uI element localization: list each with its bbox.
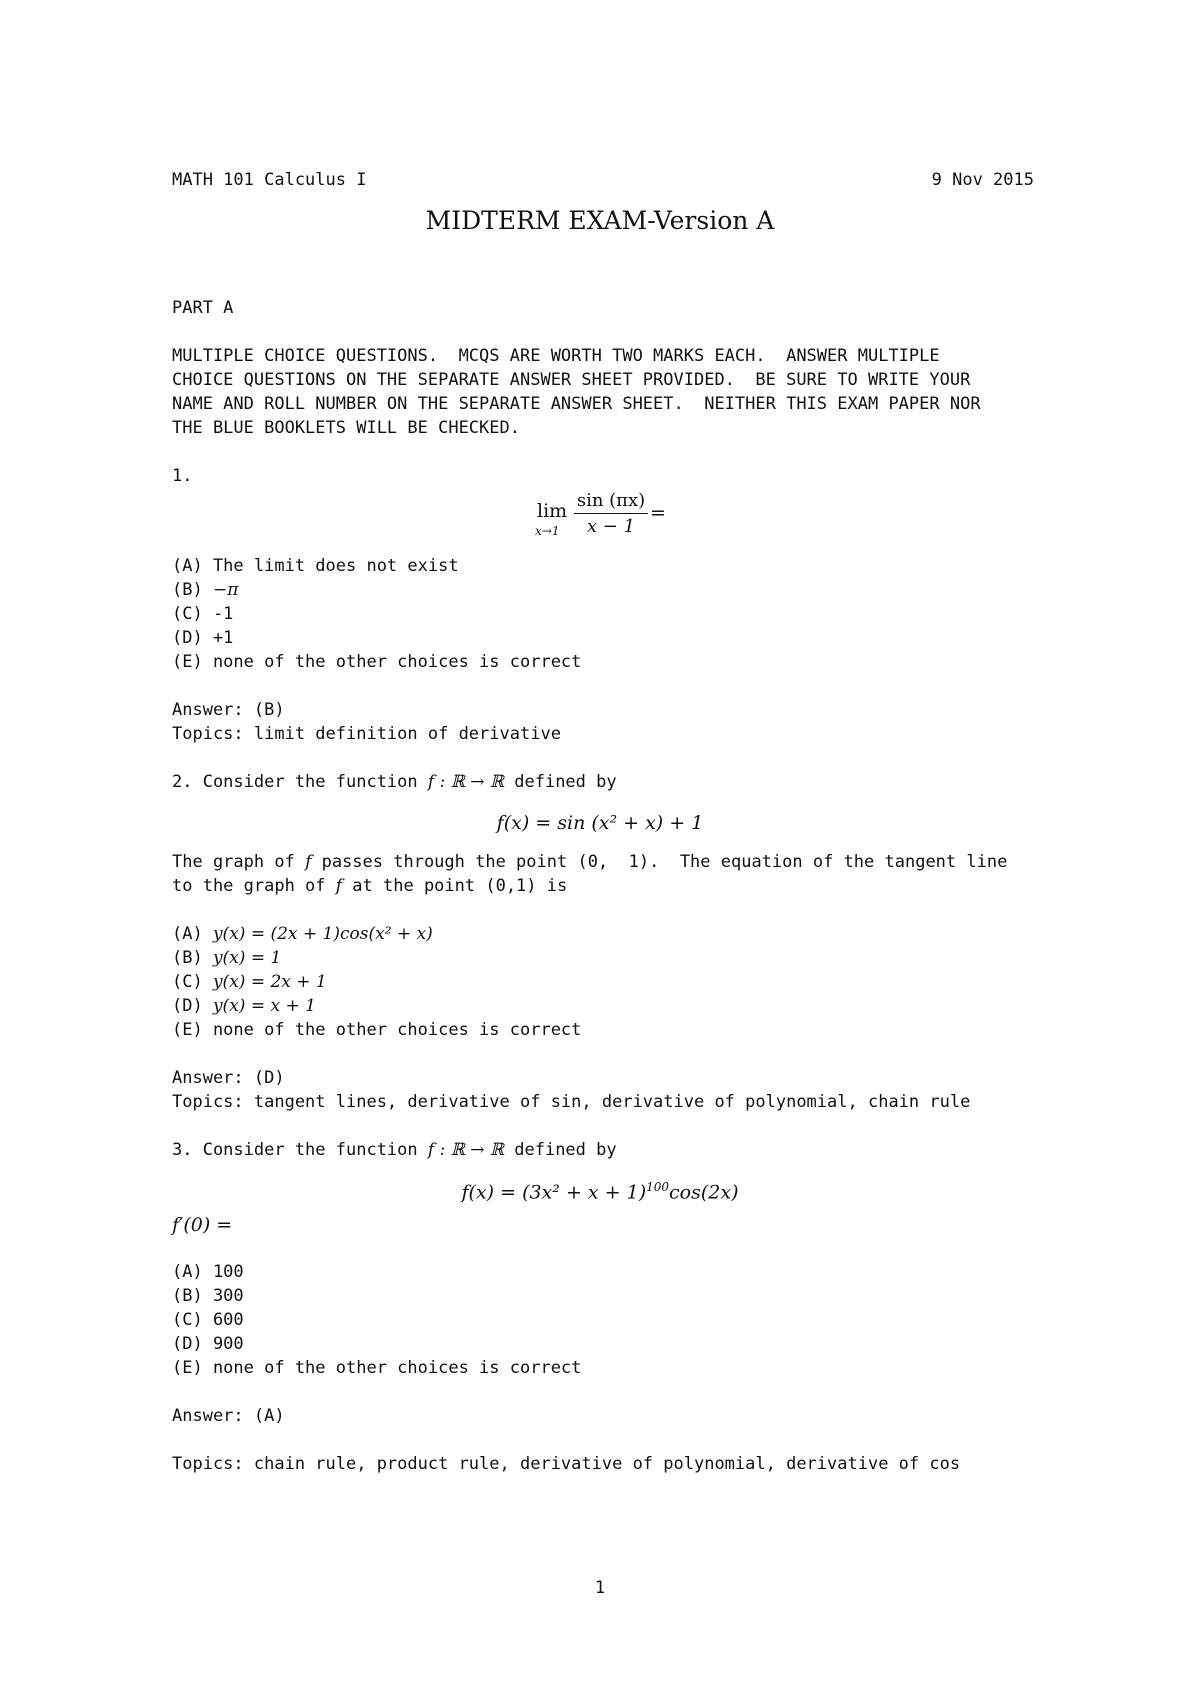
instructions-line-3: NAME AND ROLL NUMBER ON THE SEPARATE ANSWER SHEET. NEITHER THIS EXAM PAPER NOR: [172, 394, 981, 414]
q1-choice-b: [172, 580, 238, 600]
q2-choice-a: [172, 924, 433, 944]
q2-description-1: [172, 852, 1007, 872]
q1-answer: Answer: (B): [172, 700, 285, 720]
q2-intro: [172, 772, 617, 792]
q2-choice-c: [172, 972, 327, 992]
q2-choice-b-label: (B): [172, 948, 213, 968]
q3-choice-e: (E) none of the other choices is correct: [172, 1358, 582, 1378]
q2-description-2: [172, 876, 567, 896]
q3-formula-exponent: 100: [646, 1180, 670, 1194]
q2-choice-a-math: y(x) = (2x + 1)cos(x² + x): [212, 924, 433, 944]
q3-answer: Answer: (A): [172, 1406, 285, 1426]
q2-desc1-b: passes through the point (0, 1). The equation of the tangent line: [311, 852, 1008, 872]
q3-topics: Topics: chain rule, product rule, derivative of polynomial, derivative of cos: [172, 1454, 961, 1474]
q3-prompt: f′(0) =: [172, 1214, 233, 1236]
q3-formula-tail: cos(2x): [669, 1181, 739, 1204]
q3-intro-prefix: 3. Consider the function: [172, 1140, 428, 1160]
q2-intro-math: f : ℝ → ℝ: [427, 772, 505, 792]
q2-choice-a-label: (A): [172, 924, 213, 944]
q1-number: 1.: [172, 466, 193, 486]
q3-choice-d: (D) 900: [172, 1334, 244, 1354]
q3-intro-math: f : ℝ → ℝ: [427, 1140, 505, 1160]
q1-equals: =: [650, 502, 666, 524]
q3-choice-c: (C) 600: [172, 1310, 244, 1330]
q2-choice-d-math: y(x) = x + 1: [212, 996, 316, 1016]
q1-lim-word: lim: [537, 500, 568, 522]
part-label: PART A: [172, 298, 234, 318]
q1-fraction-bar: [574, 513, 648, 514]
instructions-line-2: CHOICE QUESTIONS ON THE SEPARATE ANSWER SHEET PROVIDED. BE SURE TO WRITE YOUR: [172, 370, 971, 390]
instructions-line-1: MULTIPLE CHOICE QUESTIONS. MCQS ARE WORTH TWO MARKS EACH. ANSWER MULTIPLE: [172, 346, 940, 366]
q1-lim-subscript: x→1: [535, 524, 560, 538]
q1-numerator: sin (πx): [576, 490, 646, 511]
q1-topics: Topics: limit definition of derivative: [172, 724, 561, 744]
q3-intro-suffix: defined by: [504, 1140, 617, 1160]
q1-choice-b-label: (B): [172, 580, 213, 600]
q3-choice-b: (B) 300: [172, 1286, 244, 1306]
q1-choice-a: (A) The limit does not exist: [172, 556, 459, 576]
q2-intro-prefix: 2. Consider the function: [172, 772, 428, 792]
q2-choice-c-math: y(x) = 2x + 1: [212, 972, 327, 992]
q1-denominator: x − 1: [586, 516, 636, 537]
q3-intro: [172, 1140, 617, 1160]
q2-desc1-f: f: [305, 852, 312, 872]
q3-choice-a: (A) 100: [172, 1262, 244, 1282]
q2-choice-b-math: y(x) = 1: [212, 948, 282, 968]
q2-topics: Topics: tangent lines, derivative of sin, derivative of polynomial, chain rule: [172, 1092, 971, 1112]
q2-answer: Answer: (D): [172, 1068, 285, 1088]
q2-choice-c-label: (C): [172, 972, 213, 992]
q3-formula: [0, 1180, 1200, 1203]
page-number: 1: [594, 1578, 606, 1598]
q2-choice-b: [172, 948, 281, 968]
q2-choice-e: (E) none of the other choices is correct: [172, 1020, 582, 1040]
q2-intro-suffix: defined by: [504, 772, 617, 792]
q2-desc2-f: f: [335, 876, 343, 896]
q2-choice-d: [172, 996, 316, 1016]
q2-desc1-a: The graph of: [172, 852, 306, 872]
q1-choice-e: (E) none of the other choices is correct: [172, 652, 582, 672]
course-name: MATH 101 Calculus I: [172, 170, 367, 190]
q1-choice-b-math: −π: [212, 580, 239, 600]
q2-choice-d-label: (D): [172, 996, 213, 1016]
instructions-line-4: THE BLUE BOOKLETS WILL BE CHECKED.: [172, 418, 520, 438]
q2-desc2-a: to the graph of: [172, 876, 336, 896]
q2-formula: f(x) = sin (x² + x) + 1: [496, 812, 704, 834]
page-title: MIDTERM EXAM-Version A: [425, 206, 775, 235]
q1-choice-c: (C) -1: [172, 604, 234, 624]
q2-desc2-b: at the point (0,1) is: [342, 876, 568, 896]
q1-choice-d: (D) +1: [172, 628, 234, 648]
q3-formula-base: f(x) = (3x² + x + 1): [461, 1181, 647, 1204]
exam-date: 9 Nov 2015: [931, 170, 1034, 190]
q1-fraction: [574, 490, 648, 537]
